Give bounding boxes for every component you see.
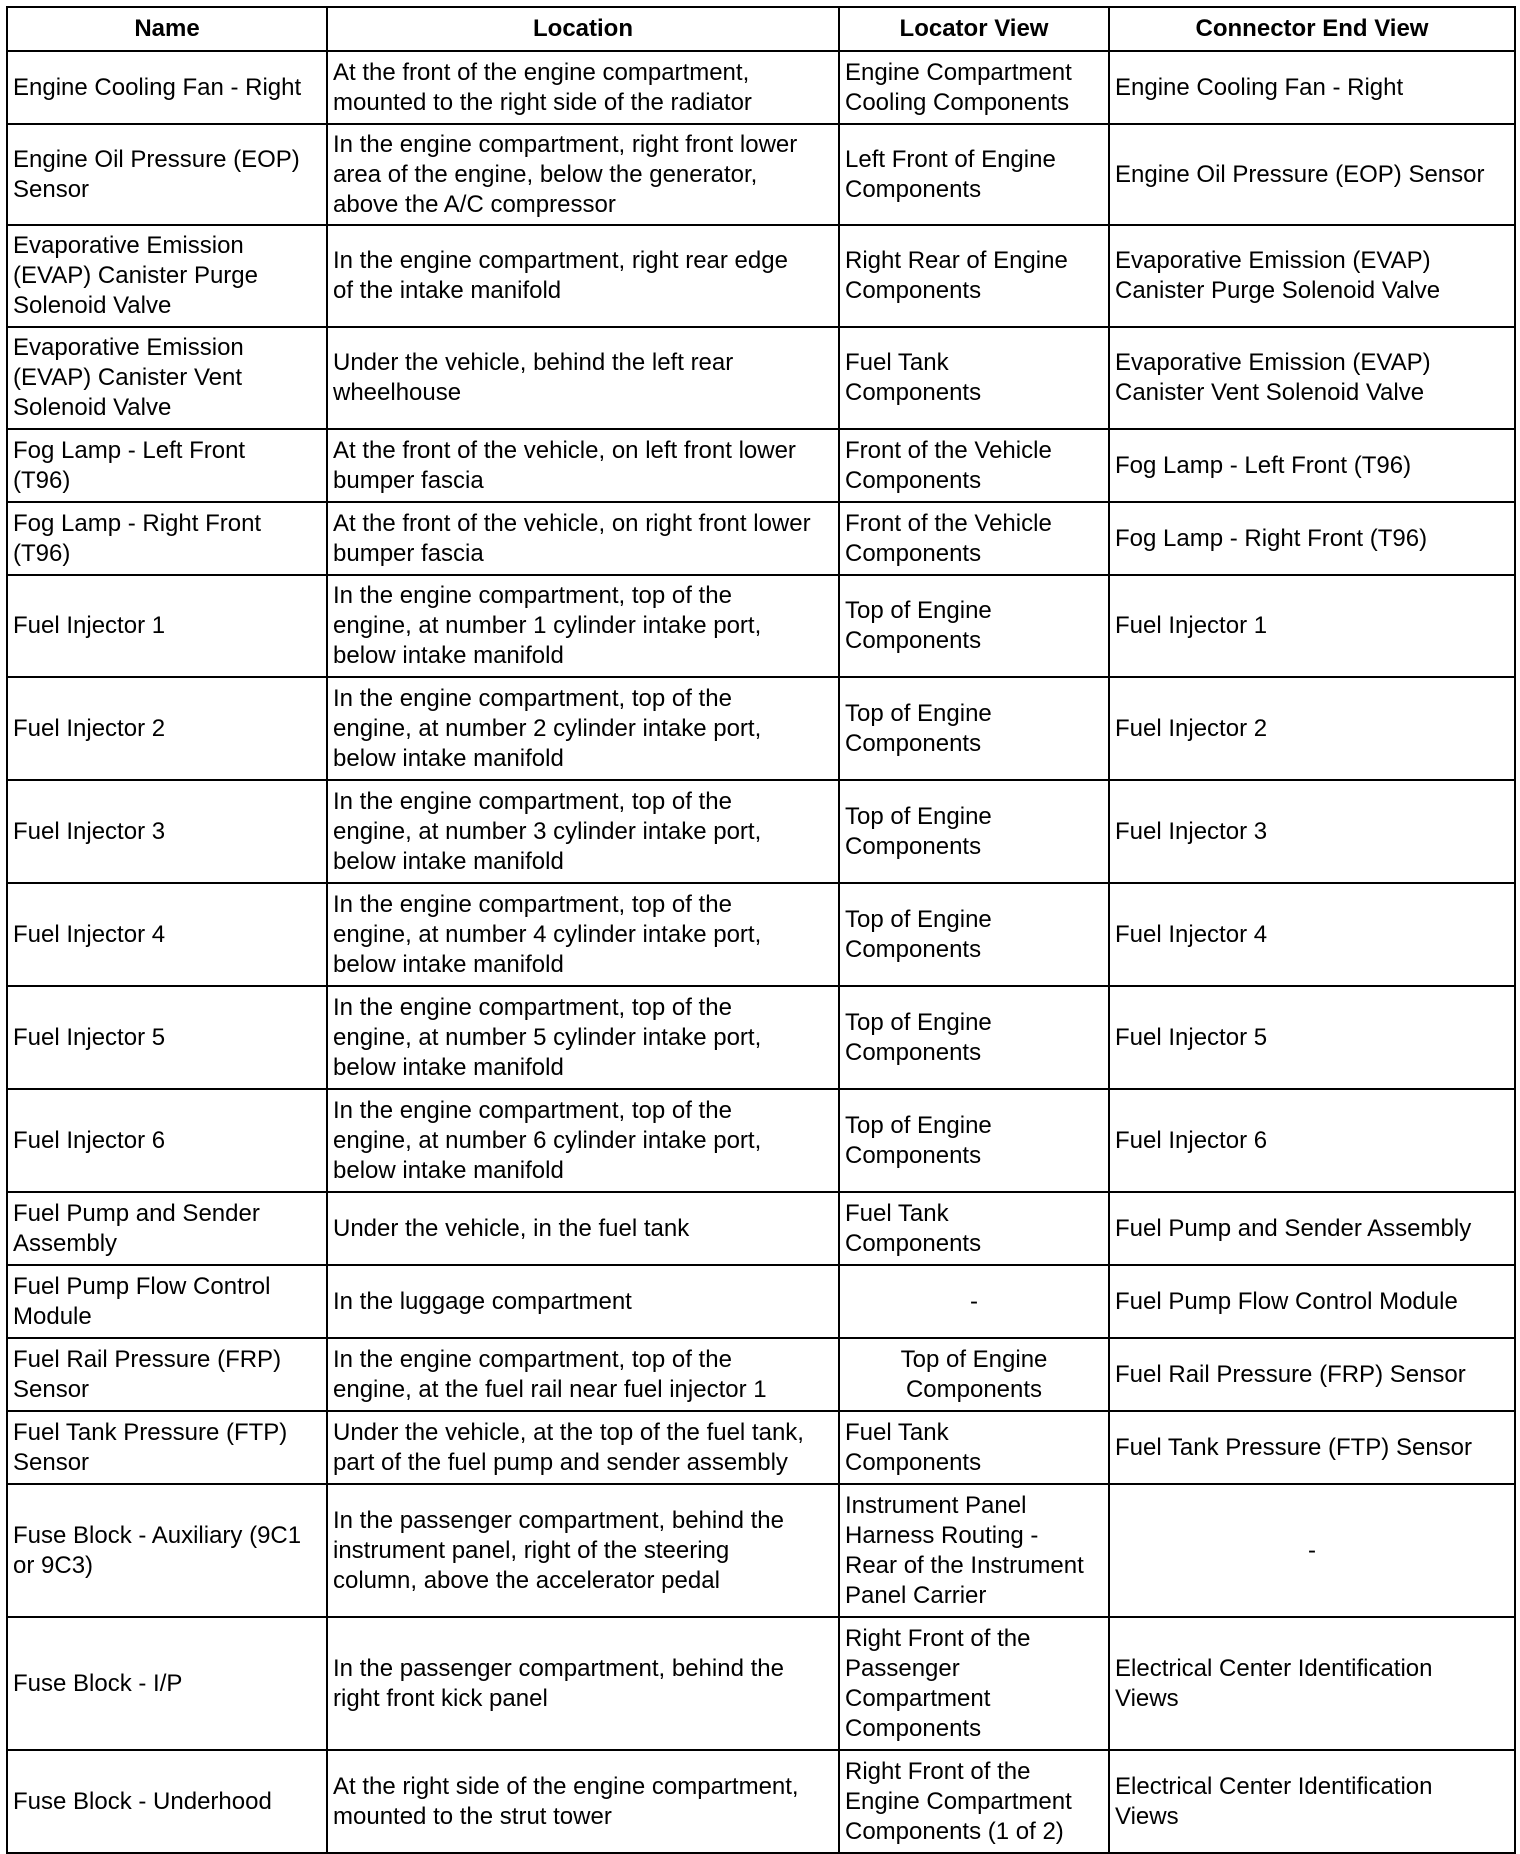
table-row: [7, 1484, 1515, 1617]
cell-locator-view: Right Rear of Engine Components: [839, 225, 1109, 327]
cell-name: Fuse Block - I/P: [7, 1617, 327, 1750]
cell-connector-end-view: Electrical Center Identification Views: [1109, 1750, 1515, 1853]
cell-location: At the front of the engine compartment, mounted to the right side of the radiator: [327, 51, 839, 124]
cell-name: Fuse Block - Auxiliary (9C1 or 9C3): [7, 1484, 327, 1617]
cell-location: In the passenger compartment, behind the instrument panel, right of the steering column, above the accelerator pedal: [327, 1484, 839, 1617]
cell-name: Evaporative Emission (EVAP) Canister Purge Solenoid Valve: [7, 225, 327, 327]
cell-name: Evaporative Emission (EVAP) Canister Vent Solenoid Valve: [7, 327, 327, 429]
cell-connector-end-view: Fuel Injector 3: [1109, 780, 1515, 883]
cell-locator-view: Fuel Tank Components: [839, 1411, 1109, 1484]
cell-location: In the luggage compartment: [327, 1265, 839, 1338]
table-row: [7, 124, 1515, 225]
cell-name: Fog Lamp - Right Front (T96): [7, 502, 327, 575]
cell-locator-view: Top of Engine Components: [839, 1338, 1109, 1411]
cell-location: Under the vehicle, behind the left rear wheelhouse: [327, 327, 839, 429]
cell-locator-view: Engine Compartment Cooling Components: [839, 51, 1109, 124]
cell-connector-end-view: Fuel Injector 2: [1109, 677, 1515, 780]
table-row: [7, 51, 1515, 124]
cell-connector-end-view: Fuel Injector 6: [1109, 1089, 1515, 1192]
cell-connector-end-view: Fuel Rail Pressure (FRP) Sensor: [1109, 1338, 1515, 1411]
cell-locator-view: Top of Engine Components: [839, 1089, 1109, 1192]
cell-locator-view: Top of Engine Components: [839, 677, 1109, 780]
cell-name: Fuel Injector 2: [7, 677, 327, 780]
cell-location: At the front of the vehicle, on right front lower bumper fascia: [327, 502, 839, 575]
cell-connector-end-view: Electrical Center Identification Views: [1109, 1617, 1515, 1750]
cell-locator-view: Front of the Vehicle Components: [839, 429, 1109, 502]
cell-connector-end-view: Engine Oil Pressure (EOP) Sensor: [1109, 124, 1515, 225]
cell-location: In the engine compartment, right rear edge of the intake manifold: [327, 225, 839, 327]
cell-connector-end-view: Fuel Pump Flow Control Module: [1109, 1265, 1515, 1338]
cell-location: In the engine compartment, top of the engine, at number 3 cylinder intake port, below intake manifold: [327, 780, 839, 883]
cell-locator-view: Top of Engine Components: [839, 883, 1109, 986]
cell-name: Fuel Injector 1: [7, 575, 327, 677]
cell-location: In the engine compartment, right front lower area of the engine, below the generator, above the A/C compressor: [327, 124, 839, 225]
cell-location: In the engine compartment, top of the engine, at number 5 cylinder intake port, below intake manifold: [327, 986, 839, 1089]
table-row: [7, 575, 1515, 677]
table-row: [7, 1617, 1515, 1750]
component-locator-table: [6, 6, 1516, 1854]
table-row: [7, 883, 1515, 986]
header-row: [7, 7, 1515, 51]
table-row: [7, 780, 1515, 883]
cell-locator-view: Top of Engine Components: [839, 575, 1109, 677]
table-row: [7, 1265, 1515, 1338]
cell-location: Under the vehicle, in the fuel tank: [327, 1192, 839, 1265]
table-row: [7, 1192, 1515, 1265]
cell-location: In the engine compartment, top of the engine, at the fuel rail near fuel injector 1: [327, 1338, 839, 1411]
cell-name: Fuel Rail Pressure (FRP) Sensor: [7, 1338, 327, 1411]
cell-locator-view: Fuel Tank Components: [839, 1192, 1109, 1265]
cell-connector-end-view: Fuel Injector 5: [1109, 986, 1515, 1089]
table-row: [7, 1411, 1515, 1484]
cell-name: Fuel Injector 4: [7, 883, 327, 986]
cell-locator-view: Instrument Panel Harness Routing - Rear of the Instrument Panel Carrier: [839, 1484, 1109, 1617]
cell-name: Fuel Injector 3: [7, 780, 327, 883]
cell-name: Fuel Injector 5: [7, 986, 327, 1089]
table-row: [7, 502, 1515, 575]
header-connector-end-view: Connector End View: [1109, 7, 1515, 51]
cell-locator-view: Right Front of the Engine Compartment Components (1 of 2): [839, 1750, 1109, 1853]
cell-location: In the engine compartment, top of the engine, at number 6 cylinder intake port, below intake manifold: [327, 1089, 839, 1192]
cell-name: Fuel Tank Pressure (FTP) Sensor: [7, 1411, 327, 1484]
cell-connector-end-view: Fog Lamp - Left Front (T96): [1109, 429, 1515, 502]
cell-location: At the right side of the engine compartment, mounted to the strut tower: [327, 1750, 839, 1853]
table-row: [7, 1750, 1515, 1853]
table-row: [7, 429, 1515, 502]
cell-connector-end-view: -: [1109, 1484, 1515, 1617]
cell-location: In the engine compartment, top of the engine, at number 1 cylinder intake port, below intake manifold: [327, 575, 839, 677]
cell-locator-view: Right Front of the Passenger Compartment Components: [839, 1617, 1109, 1750]
cell-location: In the passenger compartment, behind the right front kick panel: [327, 1617, 839, 1750]
cell-name: Fog Lamp - Left Front (T96): [7, 429, 327, 502]
cell-connector-end-view: Evaporative Emission (EVAP) Canister Purge Solenoid Valve: [1109, 225, 1515, 327]
cell-name: Engine Cooling Fan - Right: [7, 51, 327, 124]
table-row: [7, 986, 1515, 1089]
table-row: [7, 1089, 1515, 1192]
cell-locator-view: -: [839, 1265, 1109, 1338]
cell-location: Under the vehicle, at the top of the fuel tank, part of the fuel pump and sender assembly: [327, 1411, 839, 1484]
cell-name: Fuel Pump Flow Control Module: [7, 1265, 327, 1338]
cell-connector-end-view: Evaporative Emission (EVAP) Canister Vent Solenoid Valve: [1109, 327, 1515, 429]
cell-location: At the front of the vehicle, on left front lower bumper fascia: [327, 429, 839, 502]
cell-connector-end-view: Fuel Injector 1: [1109, 575, 1515, 677]
table-row: [7, 327, 1515, 429]
cell-location: In the engine compartment, top of the engine, at number 2 cylinder intake port, below intake manifold: [327, 677, 839, 780]
cell-locator-view: Left Front of Engine Components: [839, 124, 1109, 225]
cell-locator-view: Fuel Tank Components: [839, 327, 1109, 429]
cell-name: Fuse Block - Underhood: [7, 1750, 327, 1853]
cell-locator-view: Top of Engine Components: [839, 986, 1109, 1089]
cell-name: Fuel Injector 6: [7, 1089, 327, 1192]
cell-locator-view: Front of the Vehicle Components: [839, 502, 1109, 575]
cell-location: In the engine compartment, top of the engine, at number 4 cylinder intake port, below intake manifold: [327, 883, 839, 986]
cell-name: Engine Oil Pressure (EOP) Sensor: [7, 124, 327, 225]
cell-name: Fuel Pump and Sender Assembly: [7, 1192, 327, 1265]
cell-connector-end-view: Fuel Pump and Sender Assembly: [1109, 1192, 1515, 1265]
cell-locator-view: Top of Engine Components: [839, 780, 1109, 883]
header-name: Name: [7, 7, 327, 51]
header-location: Location: [327, 7, 839, 51]
cell-connector-end-view: Fuel Tank Pressure (FTP) Sensor: [1109, 1411, 1515, 1484]
table-row: [7, 225, 1515, 327]
table-row: [7, 1338, 1515, 1411]
cell-connector-end-view: Engine Cooling Fan - Right: [1109, 51, 1515, 124]
cell-connector-end-view: Fuel Injector 4: [1109, 883, 1515, 986]
cell-connector-end-view: Fog Lamp - Right Front (T96): [1109, 502, 1515, 575]
table-row: [7, 677, 1515, 780]
header-locator-view: Locator View: [839, 7, 1109, 51]
